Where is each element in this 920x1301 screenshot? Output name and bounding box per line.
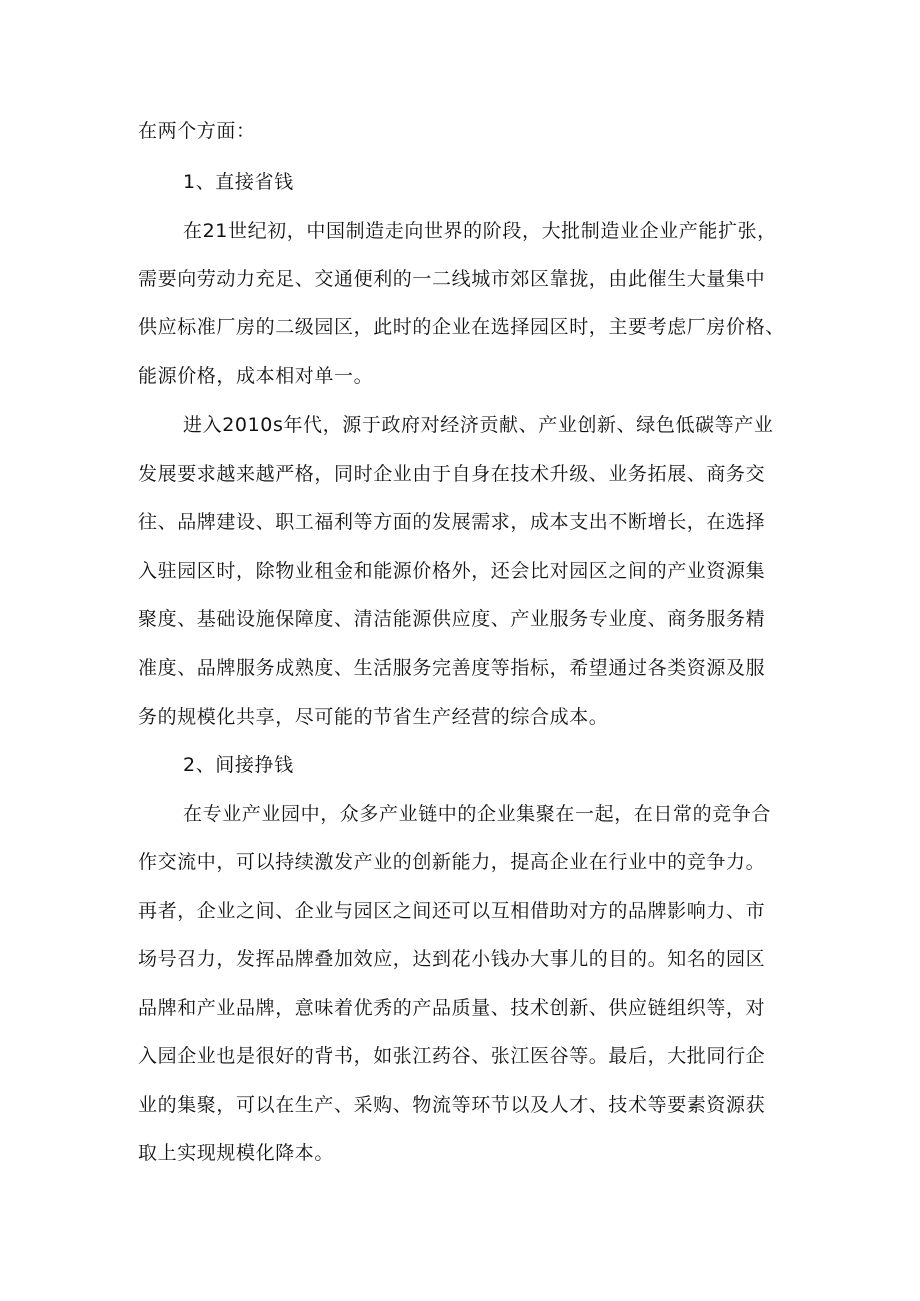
text-line-4: 需要向劳动力充足、交通便利的一二线城市郊区靠拢，由此催生大量集中 (138, 268, 766, 290)
text-line-8: 发展要求越来越严格，同时企业由于自身在技术升级、业务拓展、商务交 (138, 463, 766, 485)
text-line-21: 业的集聚，可以在生产、采购、物流等环节以及人才、技术等要素资源获 (138, 1094, 766, 1116)
text-line-15: 在专业产业园中，众多产业链中的企业集聚在一起，在日常的竞争合 (183, 803, 772, 825)
text-line-17: 再者，企业之间、企业与园区之间还可以互相借助对方的品牌影响力、市 (138, 900, 766, 922)
text-line-6: 能源价格，成本相对单一。 (138, 365, 374, 387)
text-line-12: 准度、品牌服务成熟度、生活服务完善度等指标，希望通过各类资源及服 (138, 657, 766, 679)
text-line-13: 务的规模化共享，尽可能的节省生产经营的综合成本。 (138, 706, 609, 728)
text-line-16: 作交流中，可以持续激发产业的创新能力，提高企业在行业中的竞争力。 (138, 851, 766, 873)
text-line-19: 品牌和产业品牌，意味着优秀的产品质量、技术创新、供应链组织等，对 (138, 997, 766, 1019)
text-line-22: 取上实现规模化降本。 (138, 1142, 335, 1164)
section-heading-indirect-earnings: 2、间接挣钱 (183, 754, 294, 776)
text-line-7: 进入2010s年代，源于政府对经济贡献、产业创新、绿色低碳等产业 (183, 414, 774, 436)
text-line-5: 供应标准厂房的二级园区，此时的企业在选择园区时，主要考虑厂房价格、 (138, 316, 785, 338)
text-line-1: 在两个方面： (138, 120, 256, 142)
text-line-11: 聚度、基础设施保障度、清洁能源供应度、产业服务专业度、商务服务精 (138, 608, 766, 630)
text-line-3: 在21世纪初，中国制造走向世界的阶段，大批制造业企业产能扩张， (183, 220, 777, 242)
section-heading-direct-savings: 1、直接省钱 (183, 171, 294, 193)
text-line-20: 入园企业也是很好的背书，如张江药谷、张江医谷等。最后，大批同行企 (138, 1045, 766, 1067)
text-line-10: 入驻园区时，除物业租金和能源价格外，还会比对园区之间的产业资源集 (138, 560, 766, 582)
text-line-18: 场号召力，发挥品牌叠加效应，达到花小钱办大事儿的目的。知名的园区 (138, 948, 766, 970)
text-line-9: 往、品牌建设、职工福利等方面的发展需求，成本支出不断增长，在选择 (138, 511, 766, 533)
